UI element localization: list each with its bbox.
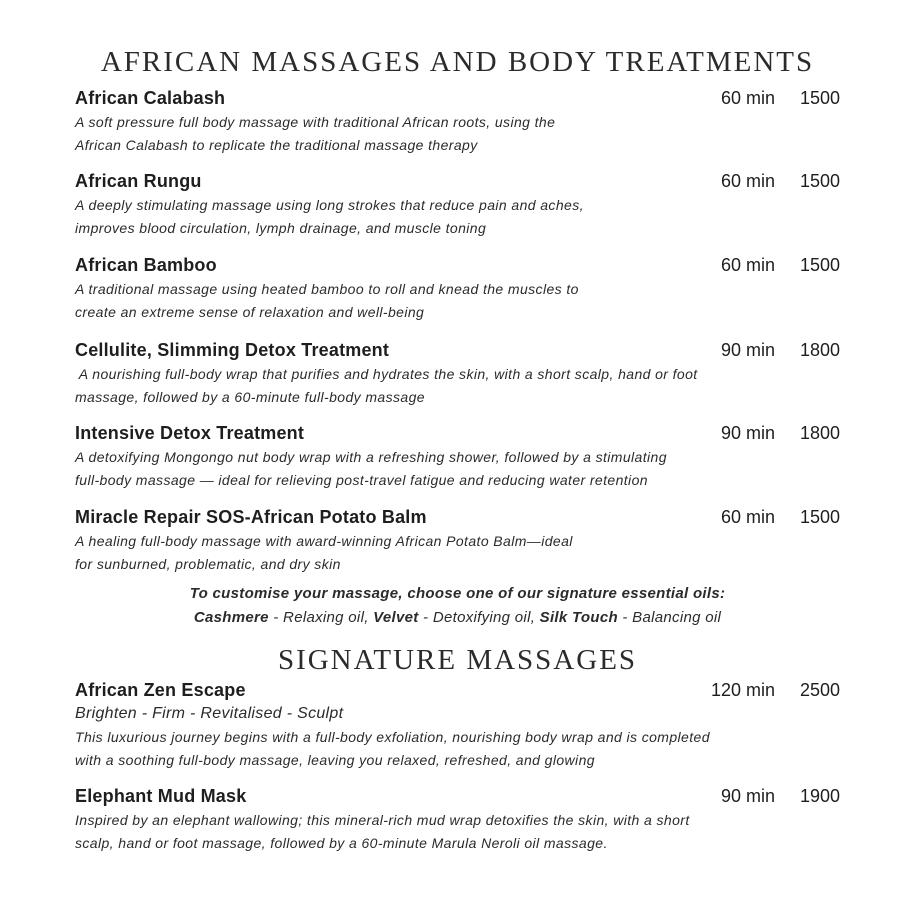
treatment-header bbox=[75, 421, 845, 445]
treatment-description bbox=[75, 278, 845, 324]
treatment-name: African Calabash bbox=[75, 88, 226, 108]
description-line: A detoxifying Mongongo nut body wrap with a refreshing shower, followed by a stimulating bbox=[75, 449, 667, 465]
section-title-african-massages: AFRICAN MASSAGES AND BODY TREATMENTS bbox=[100, 46, 815, 78]
treatment-name: African Bamboo bbox=[75, 255, 217, 275]
description-line: A deeply stimulating massage using long strokes that reduce pain and aches, bbox=[75, 197, 584, 213]
treatment-subtitle: Brighten - Firm - Revitalised - Sculpt bbox=[75, 705, 344, 722]
treatment-description bbox=[75, 194, 845, 240]
description-line: improves blood circulation, lymph drainage, and muscle toning bbox=[75, 220, 487, 236]
description-line: massage, followed by a 60-minute full-body massage bbox=[75, 389, 425, 405]
treatment-duration: 60 min bbox=[720, 255, 775, 275]
treatment-item-elephant-mud-mask bbox=[75, 784, 845, 855]
treatment-duration: 90 min bbox=[720, 423, 775, 443]
treatment-name: African Zen Escape bbox=[75, 680, 246, 700]
treatment-name: Elephant Mud Mask bbox=[75, 786, 247, 806]
treatment-price: 1800 bbox=[799, 423, 840, 443]
treatment-item-african-rungu bbox=[75, 169, 845, 240]
treatment-price: 2500 bbox=[799, 680, 840, 700]
oils-heading: To customise your massage, choose one of our signature essential oils: bbox=[189, 585, 726, 602]
description-line: A healing full-body massage with award-winning African Potato Balm—ideal bbox=[75, 533, 573, 549]
treatment-description bbox=[75, 446, 845, 492]
treatment-header bbox=[75, 169, 845, 193]
treatment-duration: 60 min bbox=[720, 507, 775, 527]
treatment-header bbox=[75, 678, 845, 702]
essential-oils-note bbox=[0, 582, 915, 630]
treatment-header bbox=[75, 338, 845, 362]
treatment-item-african-calabash bbox=[75, 86, 845, 157]
treatment-price: 1900 bbox=[799, 786, 840, 806]
description-line: create an extreme sense of relaxation and well-being bbox=[75, 304, 425, 320]
description-line: for sunburned, problematic, and dry skin bbox=[75, 556, 341, 572]
section-title-signature-massages: SIGNATURE MASSAGES bbox=[277, 644, 638, 676]
description-line: A soft pressure full body massage with traditional African roots, using the bbox=[75, 114, 556, 130]
description-line: Inspired by an elephant wallowing; this mineral-rich mud wrap detoxifies the skin, with a short bbox=[75, 812, 690, 828]
oil-name: Velvet bbox=[373, 609, 419, 626]
treatment-name: Miracle Repair SOS-African Potato Balm bbox=[75, 507, 427, 527]
treatment-header bbox=[75, 505, 845, 529]
oil-name: Silk Touch bbox=[539, 609, 618, 626]
treatment-description bbox=[75, 530, 845, 576]
oil-name: Cashmere bbox=[193, 609, 269, 626]
treatment-price: 1500 bbox=[799, 255, 840, 275]
treatment-price: 1500 bbox=[799, 88, 840, 108]
treatment-header bbox=[75, 253, 845, 277]
treatment-price: 1500 bbox=[799, 507, 840, 527]
oil-effect: - Relaxing oil, bbox=[268, 609, 374, 626]
treatment-name: Cellulite, Slimming Detox Treatment bbox=[75, 340, 390, 360]
treatment-price: 1500 bbox=[799, 171, 840, 191]
treatment-header bbox=[75, 784, 845, 808]
description-line: A nourishing full-body wrap that purifies and hydrates the skin, with a short scalp, hand or foot bbox=[75, 366, 698, 382]
description-line: with a soothing full-body massage, leaving you relaxed, refreshed, and glowing bbox=[75, 752, 595, 768]
treatment-description bbox=[75, 363, 845, 409]
treatment-header bbox=[75, 86, 845, 110]
treatment-description bbox=[75, 809, 845, 855]
treatment-duration: 120 min bbox=[710, 680, 775, 700]
treatment-item-intensive-detox bbox=[75, 421, 845, 492]
treatment-item-african-bamboo bbox=[75, 253, 845, 324]
treatment-name: Intensive Detox Treatment bbox=[75, 423, 305, 443]
oil-effect: - Balancing oil bbox=[617, 609, 722, 626]
description-line: scalp, hand or foot massage, followed by a 60-minute Marula Neroli oil massage. bbox=[75, 835, 608, 851]
treatment-item-miracle-repair bbox=[75, 505, 845, 576]
treatment-duration: 90 min bbox=[720, 786, 775, 806]
oils-list bbox=[0, 606, 915, 630]
description-line: A traditional massage using heated bamboo to roll and knead the muscles to bbox=[75, 281, 579, 297]
treatment-name: African Rungu bbox=[75, 171, 202, 191]
treatment-duration: 60 min bbox=[720, 171, 775, 191]
treatment-price: 1800 bbox=[799, 340, 840, 360]
oil-effect: - Detoxifying oil, bbox=[418, 609, 540, 626]
treatment-duration: 60 min bbox=[720, 88, 775, 108]
treatment-duration: 90 min bbox=[720, 340, 775, 360]
treatment-item-cellulite-slimming-detox bbox=[75, 338, 845, 409]
treatment-description bbox=[75, 726, 845, 772]
description-line: full-body massage — ideal for relieving post-travel fatigue and reducing water retention bbox=[75, 472, 648, 488]
treatment-item-african-zen-escape bbox=[75, 678, 845, 772]
description-line: African Calabash to replicate the traditional massage therapy bbox=[75, 137, 478, 153]
description-line: This luxurious journey begins with a full-body exfoliation, nourishing body wrap and is completed bbox=[75, 729, 710, 745]
treatment-description bbox=[75, 111, 845, 157]
